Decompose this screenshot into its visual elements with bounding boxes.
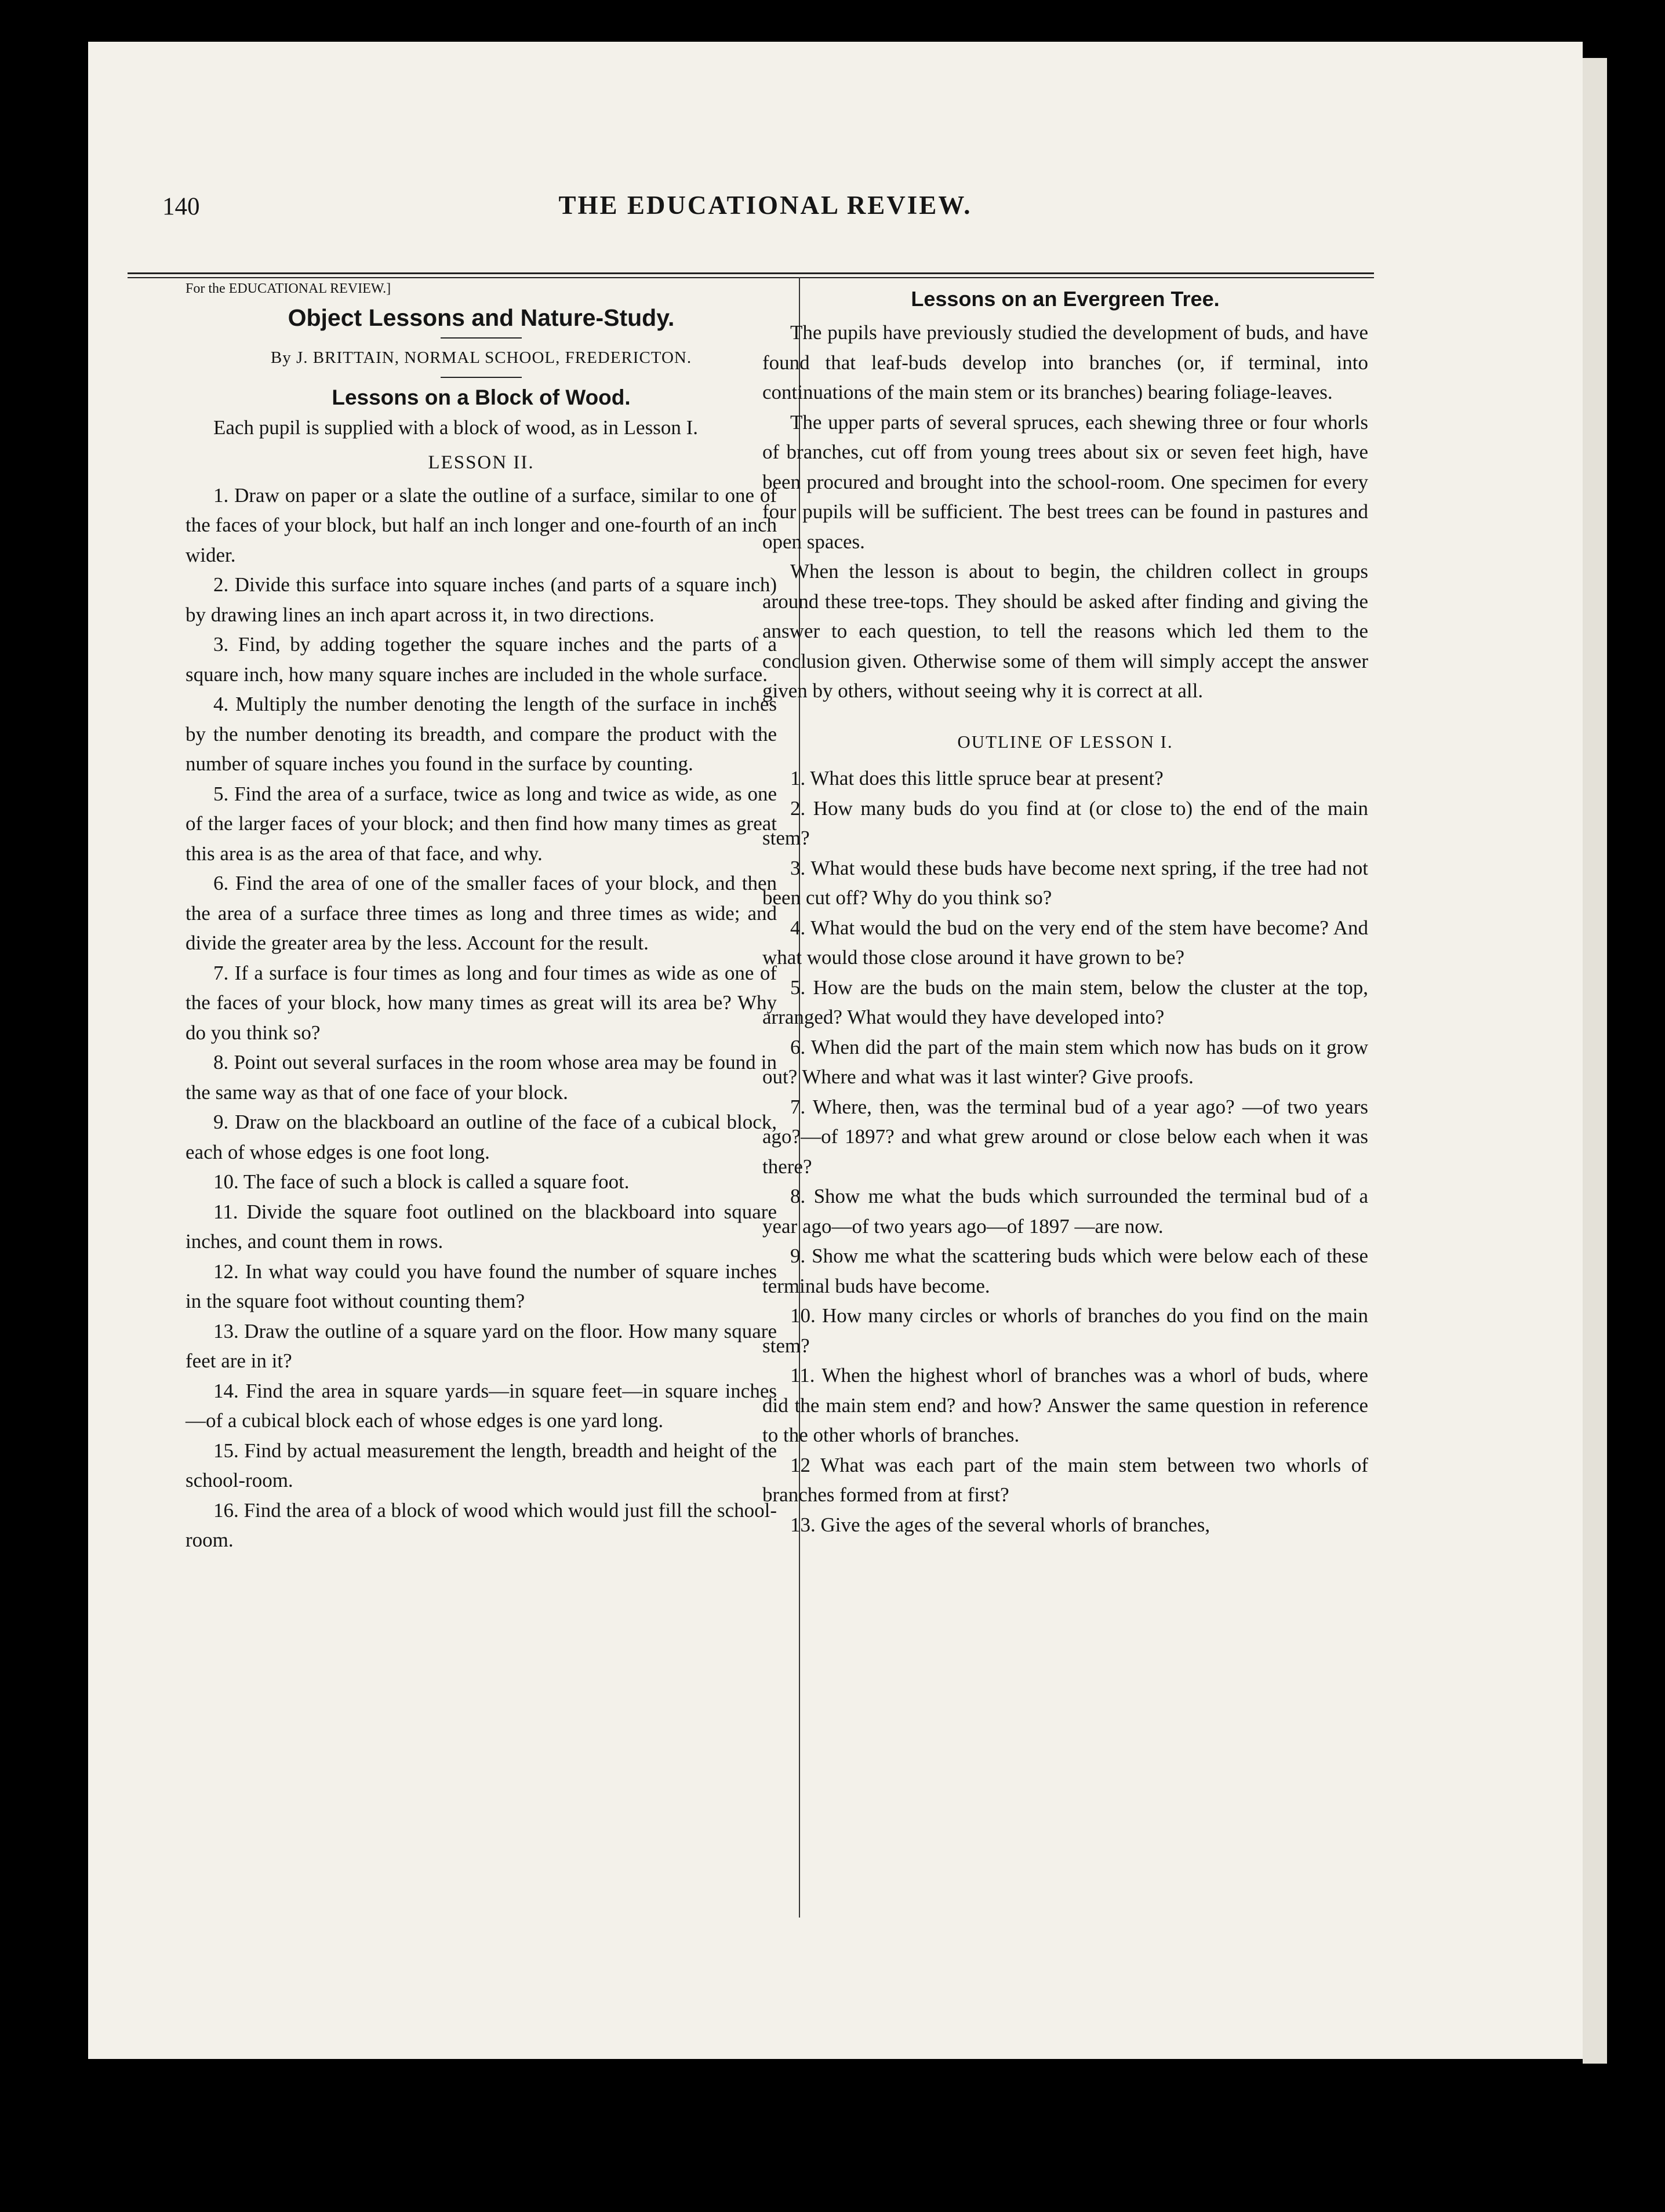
list-item: 16. Find the area of a block of wood which would just fill the school-room. — [186, 1498, 777, 1551]
list-item: 6. Find the area of one of the smaller faces of your block, and then the area of a surface three times as long and three times as wide; and divide the greater area by the less. Account for the result. — [186, 872, 777, 954]
intro-paragraph: Each pupil is supplied with a block of wood, as in Lesson I. — [213, 416, 698, 439]
list-item: 1. What does this little spruce bear at present? — [790, 767, 1164, 790]
list-item: 3. Find, by adding together the square inches and the parts of a square inch, how many square inches are included in the whole surface. — [186, 633, 777, 686]
list-item: 12. In what way could you have found the number of square inches in the square foot without counting them? — [186, 1260, 777, 1312]
list-item: 13. Draw the outline of a square yard on the floor. How many square feet are in it? — [186, 1319, 777, 1372]
body-paragraph: When the lesson is about to begin, the children collect in groups around these tree-tops. They should be asked after finding and giving the answer to each question, to tell the reasons which led them to the conclusion given. Otherwise some of them will simply accept the answer given by others, without seeing why it is correct at all. — [762, 560, 1368, 702]
journal-title: THE EDUCATIONAL REVIEW. — [558, 191, 972, 220]
list-item: 2. How many buds do you find at (or close to) the end of the main stem? — [762, 796, 1368, 849]
list-item: 2. Divide this surface into square inches (and parts of a square inch) by drawing lines an inch apart across it, in two directions. — [186, 573, 777, 626]
list-item: 9. Draw on the blackboard an outline of the face of a cubical block, each of whose edges is one foot long. — [186, 1111, 777, 1163]
list-item: 12 What was each part of the main stem between two whorls of branches formed from at first? — [762, 1453, 1368, 1506]
body-paragraph: The upper parts of several spruces, each shewing three or four whorls of branches, cut off from young trees about six or seven feet high, have been procured and brought into the school-room. One specimen for every four pupils will be sufficient. The best trees can be found in pastures and open spaces. — [762, 410, 1368, 553]
right-column — [762, 278, 1368, 1540]
list-item: 15. Find by actual measurement the length, breadth and height of the school-room. — [186, 1439, 777, 1491]
list-item: 7. If a surface is four times as long and four times as wide as one of the faces of your block, how many times as great will its area be? Why do you think so? — [186, 961, 777, 1044]
byline: By J. BRITTAIN, NORMAL SCHOOL, FREDERICTON. — [270, 348, 692, 367]
list-item: 4. What would the bud on the very end of the stem have become? And what would those close around it have grown to be? — [762, 916, 1368, 969]
list-item: 14. Find the area in square yards—in square feet—in square inches—of a cubical block each of whose edges is one yard long. — [186, 1379, 777, 1432]
list-item: 1. Draw on paper or a slate the outline of a surface, similar to one of the faces of your block, but half an inch longer and one-fourth of an inch wider. — [186, 483, 777, 566]
list-item: 11. Divide the square foot outlined on the blackboard into square inches, and count them in rows. — [186, 1200, 777, 1253]
lesson-label: LESSON II. — [428, 452, 535, 473]
left-column — [186, 278, 777, 1555]
list-item: 8. Show me what the buds which surrounded the terminal bud of a year ago—of two years ago—of 1897 —are now. — [762, 1185, 1368, 1238]
list-item: 10. The face of such a block is called a square foot. — [213, 1170, 630, 1193]
title-rule — [441, 337, 522, 339]
list-item: 6. When did the part of the main stem which now has buds on it grow out? Where and what was it last winter? Give proofs. — [762, 1035, 1368, 1088]
adjacent-page-edge — [1583, 58, 1607, 2064]
list-item: 8. Point out several surfaces in the room whose area may be found in the same way as that of one face of your block. — [186, 1051, 777, 1104]
article-title: Object Lessons and Nature-Study. — [288, 304, 675, 331]
list-item: 5. Find the area of a surface, twice as long and twice as wide, as one of the larger faces of your block; and then find how many times as great this area is as the area of that face, and why. — [186, 782, 777, 865]
byline-rule — [441, 377, 522, 378]
credit-line: For the EDUCATIONAL REVIEW.] — [186, 281, 391, 296]
page-header — [162, 157, 1368, 220]
body-paragraph: The pupils have previously studied the development of buds, and have found that leaf-buds develop into branches (or, if terminal, into continuations of the main stem or its branches) bearing foliage-leaves. — [762, 321, 1368, 403]
article-title: Lessons on an Evergreen Tree. — [911, 287, 1220, 311]
list-item: 9. Show me what the scattering buds which were below each of these terminal buds have become. — [762, 1245, 1368, 1297]
list-item: 5. How are the buds on the main stem, below the cluster at the top, arranged? What would they have developed into? — [762, 976, 1368, 1028]
list-item: 7. Where, then, was the terminal bud of a year ago? —of two years ago?—of 1897? and what grew around or close below each when it was there? — [762, 1095, 1368, 1178]
binding-hole — [0, 70, 58, 220]
list-item: 4. Multiply the number denoting the length of the surface in inches by the number denoting its breadth, and compare the product with the number of square inches you found in the surface by counting. — [186, 693, 777, 775]
header-rule — [128, 272, 1374, 274]
list-item: 3. What would these buds have become next spring, if the tree had not been cut off? Why do you think so? — [762, 856, 1368, 909]
list-item: 13. Give the ages of the several whorls of branches, — [790, 1513, 1210, 1536]
article-subtitle: Lessons on a Block of Wood. — [332, 385, 631, 409]
list-item: 11. When the highest whorl of branches was a whorl of buds, where did the main stem end? and how? Answer the same question in reference to the other whorls of branches. — [762, 1364, 1368, 1446]
list-item: 10. How many circles or whorls of branches do you find on the main stem? — [762, 1304, 1368, 1357]
outline-heading: OUTLINE OF LESSON I. — [957, 731, 1173, 752]
page-number: 140 — [162, 193, 200, 220]
